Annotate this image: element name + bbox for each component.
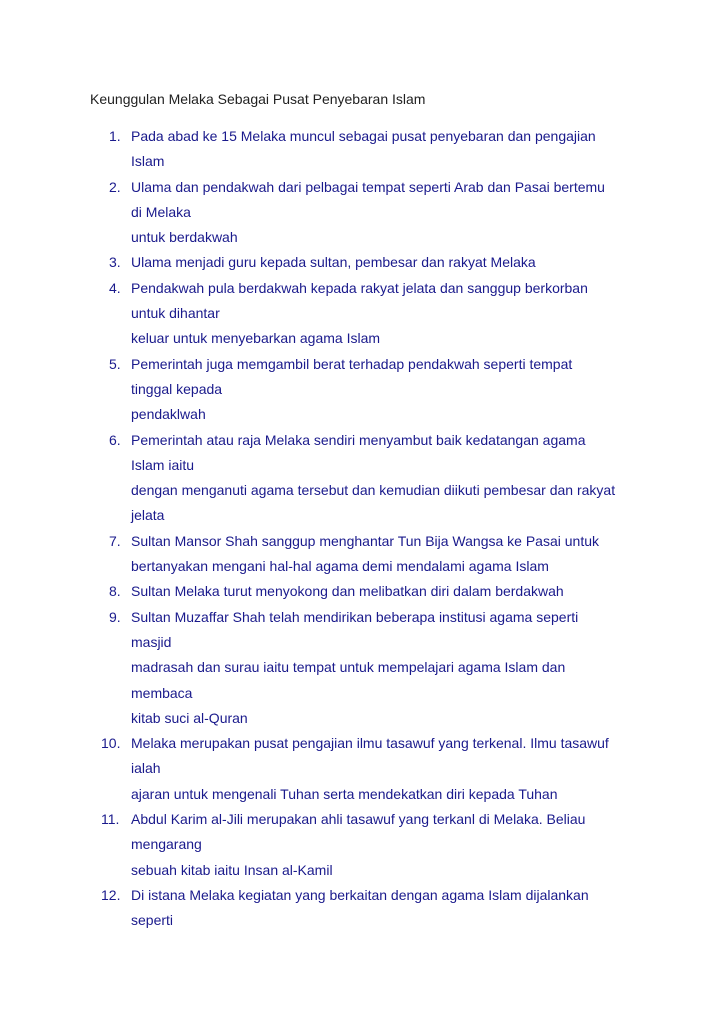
- list-item-text-line: Sultan Mansor Shah sanggup menghantar Tun Bija Wangsa ke Pasai untuk: [131, 532, 599, 549]
- list-item-text-line: pendaklwah: [131, 406, 206, 423]
- list-item-text-line: Islam: [131, 153, 165, 170]
- list-item-text-line: seperti: [131, 912, 174, 929]
- list-item: [0, 124, 728, 175]
- list-item-number: 8.: [109, 583, 121, 600]
- list-item-text-line: Di istana Melaka kegiatan yang berkaitan dengan agama Islam dijalankan: [131, 886, 589, 903]
- document-title: Keunggulan Melaka Sebagai Pusat Penyebaran Islam: [90, 91, 426, 107]
- list-item-number: 9.: [109, 608, 121, 625]
- list-item-text-line: Pada abad ke 15 Melaka muncul sebagai pusat penyebaran dan pengajian: [131, 128, 596, 144]
- list-item-text-line: bertanyakan mengani hal-hal agama demi mendalami agama Islam: [131, 558, 549, 575]
- list-item-text-line: Sultan Muzaffar Shah telah mendirikan beberapa institusi agama seperti: [131, 608, 579, 625]
- list-item-number: 11.: [101, 811, 120, 828]
- list-item-text-line: dengan menganuti agama tersebut dan kemudian diikuti pembesar dan rakyat: [131, 482, 616, 499]
- list-item-text-line: untuk dihantar: [131, 305, 220, 322]
- list-item: [0, 579, 728, 604]
- list-item: [0, 276, 728, 352]
- list-item-text-line: sebuah kitab iaitu Insan al-Kamil: [131, 861, 333, 878]
- list-item-text-line: Pendakwah pula berdakwah kepada rakyat jelata dan sanggup berkorban: [131, 279, 588, 296]
- list-item-text-line: masjid: [131, 633, 172, 650]
- list-item-number: 7.: [109, 532, 121, 549]
- list-item-number: 6.: [109, 431, 121, 448]
- list-item-text-line: Ulama menjadi guru kepada sultan, pembesar dan rakyat Melaka: [131, 254, 536, 271]
- list-item-number: 4.: [109, 279, 121, 296]
- list-item-number: 10.: [101, 735, 121, 752]
- list-item-text-line: membaca: [131, 684, 193, 701]
- list-item-text-line: Abdul Karim al-Jili merupakan ahli tasawuf yang terkanl di Melaka. Beliau: [131, 811, 586, 828]
- list-item-text-line: keluar untuk menyebarkan agama Islam: [131, 330, 381, 347]
- list-item: [0, 352, 728, 428]
- list-item: [0, 175, 728, 251]
- list-item-text-line: di Melaka: [131, 203, 191, 220]
- list-item-text-line: mengarang: [131, 836, 202, 853]
- list-item-number: 12.: [101, 886, 121, 903]
- list-item-text-line: ajaran untuk mengenali Tuhan serta mendekatkan diri kepada Tuhan: [131, 785, 558, 802]
- list-item-text-line: Islam iaitu: [131, 456, 195, 473]
- list-item: [0, 428, 728, 529]
- list-item-text-line: madrasah dan surau iaitu tempat untuk mempelajari agama Islam dan: [131, 659, 566, 676]
- list-item-text-line: Ulama dan pendakwah dari pelbagai tempat seperti Arab dan Pasai bertemu: [131, 178, 605, 195]
- list-item-text-line: tinggal kepada: [131, 380, 223, 397]
- list-item: [0, 731, 728, 807]
- list-item-text-line: kitab suci al-Quran: [131, 709, 248, 726]
- list-item-text-line: ialah: [131, 760, 161, 777]
- list-item-text-line: Sultan Melaka turut menyokong dan melibatkan diri dalam berdakwah: [131, 583, 564, 600]
- list-item-number: 5.: [109, 355, 121, 372]
- list-item-text-line: Pemerintah atau raja Melaka sendiri menyambut baik kedatangan agama: [131, 431, 586, 448]
- list-item-text-line: Melaka merupakan pusat pengajian ilmu tasawuf yang terkenal. Ilmu tasawuf: [131, 735, 609, 752]
- numbered-list: [0, 124, 728, 934]
- list-item: [0, 250, 728, 275]
- list-item-number: 1.: [109, 128, 121, 144]
- list-item-text-line: Pemerintah juga memgambil berat terhadap pendakwah seperti tempat: [131, 355, 573, 372]
- list-item-text-line: jelata: [131, 507, 165, 524]
- list-item-text-line: untuk berdakwah: [131, 229, 238, 246]
- list-item: [0, 605, 728, 731]
- list-item-number: 3.: [109, 254, 121, 271]
- list-item: [0, 807, 728, 883]
- list-item: [0, 883, 728, 934]
- list-item: [0, 529, 728, 580]
- list-item-number: 2.: [109, 178, 121, 195]
